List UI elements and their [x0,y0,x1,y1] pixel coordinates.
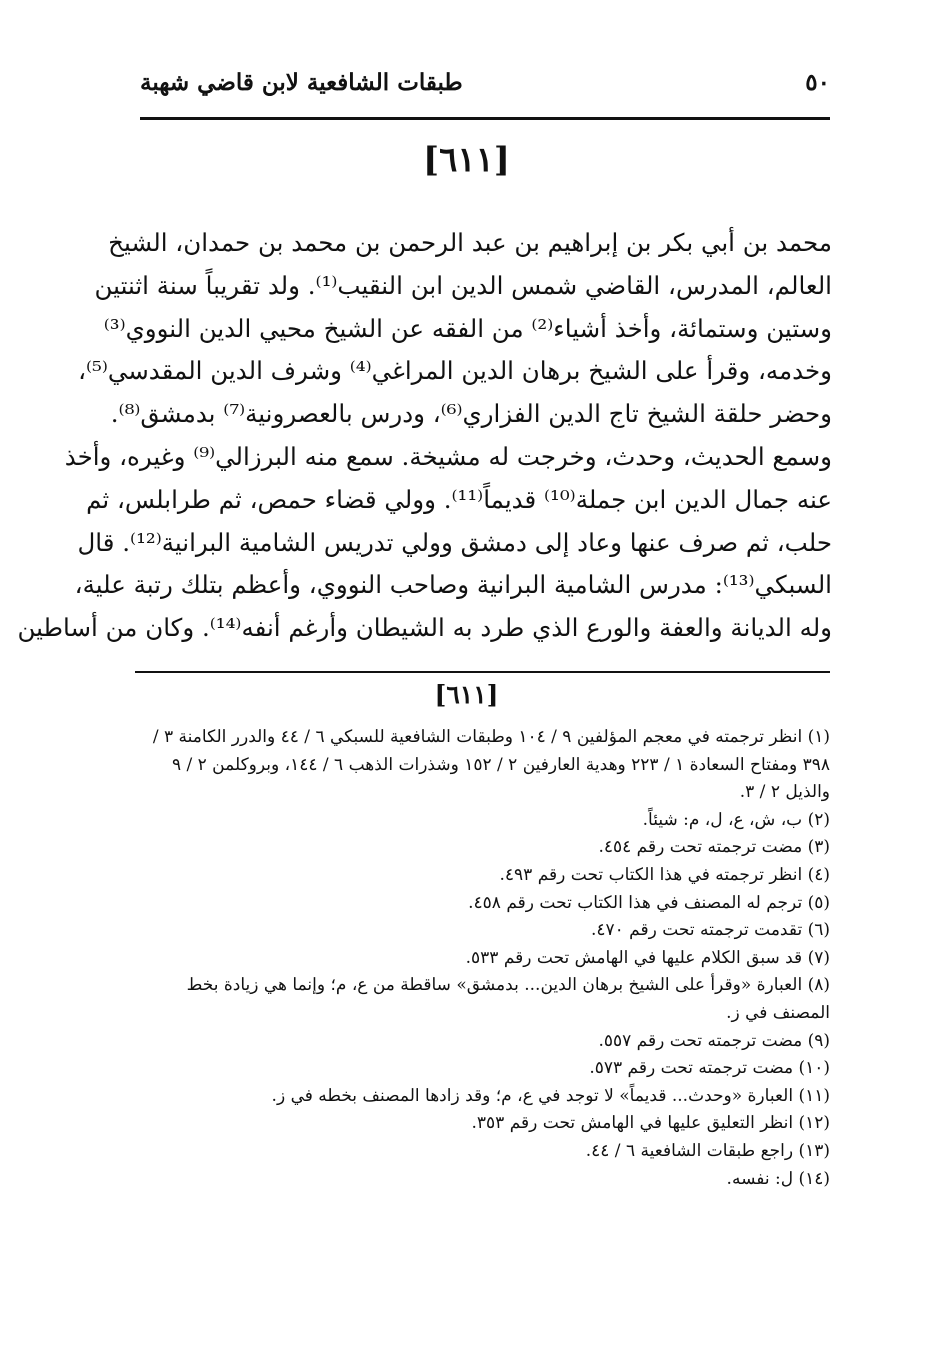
footnotes [130,724,830,1193]
footnote-8: (٨) العبارة «وقرأ على الشيخ برهان الدين... بدمشق» ساقطة من ع، م؛ وإنما هي زيادة بخط المصنف في ز. [186,975,830,1023]
body-line: وخدمه، وقرأ على الشيخ برهان الدين المراغي⁽⁴⁾ وشرف الدين المقدسي⁽⁵⁾، [78,356,832,386]
footnote-12: (١٢) انظر التعليق عليها في الهامش تحت رقم ٣٥٣. [471,1113,830,1134]
footnote-rule [135,671,830,673]
body-line: عنه جمال الدين ابن جملة⁽¹⁰⁾ قديماً⁽¹¹⁾. وولي قضاء حمص، ثم طرابلس، ثم [86,484,832,514]
book-title: طبقات الشافعية لابن قاضي شهبة [140,68,463,96]
footnote-11: (١١) العبارة «وحدث... قديماً» لا توجد في ع، م؛ وقد زادها المصنف بخطه في ز. [271,1085,830,1106]
running-head [140,62,830,102]
footnote-3: (٣) مضت ترجمته تحت رقم ٤٥٤. [598,837,830,858]
body-line: وسمع الحديث، وحدث، وخرجت له مشيخة. سمع منه البرزالي⁽⁹⁾ وغيره، وأخذ [64,441,832,471]
footnote-2: (٢) ب، ش، ع، ل، م: شيئاً. [642,809,830,830]
footnote-9: (٩) مضت ترجمته تحت رقم ٥٥٧. [598,1030,830,1051]
body-line: وله الديانة والعفة والورع الذي طرد به الشيطان وأرغم أنفه⁽¹⁴⁾. وكان من أساطين [17,613,832,643]
entry-body [17,222,832,650]
page-number: ٥٠ [805,68,830,96]
footnote-4: (٤) انظر ترجمته في هذا الكتاب تحت رقم ٤٩٣. [499,864,830,885]
footnote-13: (١٣) راجع طبقات الشافعية ٦ / ٤٤. [585,1140,830,1161]
footnote-6: (٦) تقدمت ترجمته تحت رقم ٤٧٠. [590,920,830,941]
body-line: وستين وستمائة، وأخذ أشياء⁽²⁾ من الفقه عن الشيخ محيي الدين النووي⁽³⁾ [103,313,832,343]
body-line: حلب، ثم صرف عنها وعاد إلى دمشق وولي تدريس الشامية البرانية⁽¹²⁾. قال [77,527,832,557]
body-line: السبكي⁽¹³⁾: مدرس الشامية البرانية وصاحب النووي، وأعظم بتلك رتبة علية، [74,570,832,600]
body-line: محمد بن أبي بكر بن إبراهيم بن عبد الرحمن بن محمد بن حمدان، الشيخ [108,228,832,257]
footnote-7: (٧) قد سبق الكلام عليها في الهامش تحت رقم ٥٣٣. [465,947,830,968]
body-line: العالم، المدرس، القاضي شمس الدين ابن النقيب⁽¹⁾. ولد تقريباً سنة اثنتين [94,270,832,300]
header-rule [140,117,830,120]
footnote-10: (١٠) مضت ترجمته تحت رقم ٥٧٣. [589,1058,830,1079]
footnote-1: (١) انظر ترجمته في معجم المؤلفين ٩ / ١٠٤ وطبقات الشافعية للسبكي ٦ / ٤٤ والدرر الكامنة ٣ / ٣٩٨ ومفتاح السعادة ١ / ٢٢٣ وهدية العارفين ٢ / ١٥٢ وشذرات الذهب ٦ / ١٤٤، وبروكلمن ٢ / ٩ والذيل ٢ / ٣. [152,727,830,803]
body-line: وحضر حلقة الشيخ تاج الدين الفزاري⁽⁶⁾، ودرس بالعصرونية⁽⁷⁾ بدمشق⁽⁸⁾. [110,399,832,429]
footnote-5: (٥) ترجم له المصنف في هذا الكتاب تحت رقم ٤٥٨. [468,892,830,913]
footnote-14: (١٤) ل: نفسه. [726,1168,830,1189]
footnote-entry-number: [٦١١] [434,680,499,709]
entry-number: [٦١١] [423,140,510,180]
